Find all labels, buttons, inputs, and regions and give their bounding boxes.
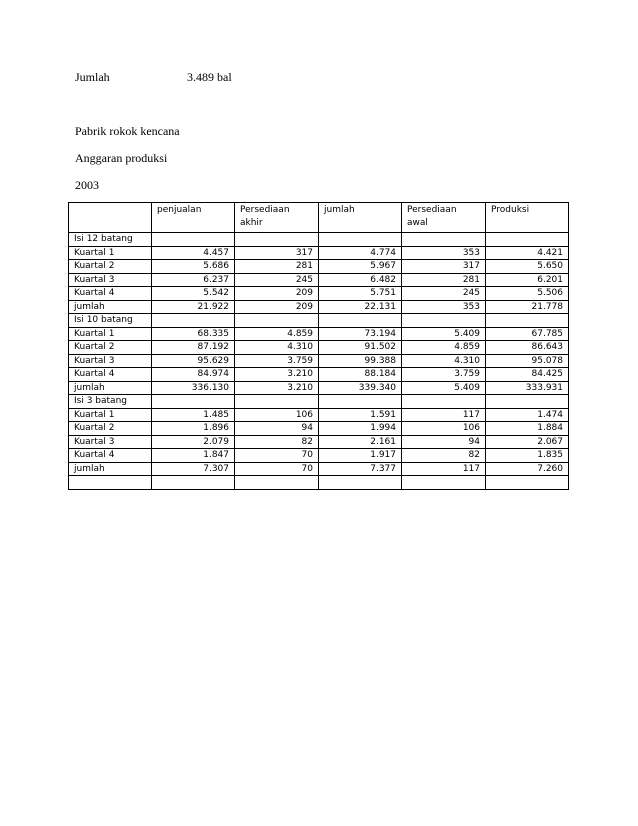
value-cell: 1.847 bbox=[152, 449, 235, 463]
row-label-cell bbox=[69, 476, 152, 490]
value-cell: 87.192 bbox=[152, 341, 235, 355]
table-row bbox=[69, 246, 569, 260]
row-label-cell: Kuartal 1 bbox=[69, 408, 152, 422]
value-cell bbox=[235, 476, 319, 490]
value-cell: 2.161 bbox=[319, 435, 402, 449]
value-cell: 5.542 bbox=[152, 287, 235, 301]
value-cell: 6.201 bbox=[486, 273, 569, 287]
table-row bbox=[69, 408, 569, 422]
value-cell: 353 bbox=[402, 300, 486, 314]
value-cell: 333.931 bbox=[486, 381, 569, 395]
value-cell: 86.643 bbox=[486, 341, 569, 355]
table-row bbox=[69, 314, 569, 328]
table-row bbox=[69, 287, 569, 301]
row-label-cell: Kuartal 1 bbox=[69, 246, 152, 260]
value-cell: 88.184 bbox=[319, 368, 402, 382]
table-row bbox=[69, 462, 569, 476]
table-row bbox=[69, 395, 569, 409]
row-label-cell: Kuartal 4 bbox=[69, 368, 152, 382]
value-cell: 5.409 bbox=[402, 381, 486, 395]
table-row bbox=[69, 300, 569, 314]
value-cell: 5.409 bbox=[402, 327, 486, 341]
value-cell bbox=[486, 314, 569, 328]
value-cell: 245 bbox=[402, 287, 486, 301]
value-cell: 4.774 bbox=[319, 246, 402, 260]
table-row bbox=[69, 327, 569, 341]
value-cell: 353 bbox=[402, 246, 486, 260]
value-cell: 2.067 bbox=[486, 435, 569, 449]
value-cell: 7.307 bbox=[152, 462, 235, 476]
table-row bbox=[69, 341, 569, 355]
value-cell: 4.310 bbox=[235, 341, 319, 355]
value-cell bbox=[402, 476, 486, 490]
row-label-cell: Kuartal 2 bbox=[69, 422, 152, 436]
value-cell: 5.650 bbox=[486, 260, 569, 274]
value-cell bbox=[235, 233, 319, 247]
value-cell: 73.194 bbox=[319, 327, 402, 341]
value-cell: 3.210 bbox=[235, 381, 319, 395]
value-cell: 106 bbox=[235, 408, 319, 422]
value-cell: 1.994 bbox=[319, 422, 402, 436]
value-cell: 209 bbox=[235, 300, 319, 314]
value-cell: 5.967 bbox=[319, 260, 402, 274]
table-row bbox=[69, 435, 569, 449]
value-cell bbox=[235, 395, 319, 409]
document-year: 2003 bbox=[75, 178, 99, 192]
value-cell bbox=[402, 233, 486, 247]
value-cell: 245 bbox=[235, 273, 319, 287]
row-label-cell: Isi 3 batang bbox=[69, 395, 152, 409]
table-row bbox=[69, 354, 569, 368]
row-label-cell: jumlah bbox=[69, 462, 152, 476]
table-header-row bbox=[69, 203, 569, 233]
row-label-cell: jumlah bbox=[69, 300, 152, 314]
value-cell: 21.778 bbox=[486, 300, 569, 314]
value-cell: 70 bbox=[235, 449, 319, 463]
value-cell: 209 bbox=[235, 287, 319, 301]
value-cell bbox=[152, 233, 235, 247]
row-label-cell: Kuartal 4 bbox=[69, 449, 152, 463]
value-cell: 281 bbox=[235, 260, 319, 274]
value-cell: 7.377 bbox=[319, 462, 402, 476]
value-cell: 1.474 bbox=[486, 408, 569, 422]
value-cell: 94 bbox=[402, 435, 486, 449]
value-cell: 1.896 bbox=[152, 422, 235, 436]
value-cell: 1.485 bbox=[152, 408, 235, 422]
value-cell: 6.482 bbox=[319, 273, 402, 287]
value-cell: 281 bbox=[402, 273, 486, 287]
value-cell bbox=[319, 233, 402, 247]
value-cell: 6.237 bbox=[152, 273, 235, 287]
value-cell: 70 bbox=[235, 462, 319, 476]
row-label-cell: Kuartal 2 bbox=[69, 260, 152, 274]
value-cell: 339.340 bbox=[319, 381, 402, 395]
value-cell: 3.759 bbox=[402, 368, 486, 382]
value-cell: 3.759 bbox=[235, 354, 319, 368]
value-cell: 317 bbox=[235, 246, 319, 260]
value-cell: 336.130 bbox=[152, 381, 235, 395]
table-row bbox=[69, 260, 569, 274]
row-label-cell: Isi 12 batang bbox=[69, 233, 152, 247]
value-cell: 22.131 bbox=[319, 300, 402, 314]
column-header: Persediaan akhir bbox=[235, 203, 319, 233]
value-cell: 5.751 bbox=[319, 287, 402, 301]
value-cell bbox=[152, 476, 235, 490]
value-cell: 94 bbox=[235, 422, 319, 436]
value-cell: 117 bbox=[402, 408, 486, 422]
value-cell bbox=[486, 395, 569, 409]
value-cell bbox=[152, 314, 235, 328]
row-label-cell: Kuartal 1 bbox=[69, 327, 152, 341]
value-cell: 21.922 bbox=[152, 300, 235, 314]
row-label-cell: Kuartal 2 bbox=[69, 341, 152, 355]
column-header: Produksi bbox=[486, 203, 569, 233]
value-cell: 5.686 bbox=[152, 260, 235, 274]
table-row bbox=[69, 422, 569, 436]
value-cell: 84.974 bbox=[152, 368, 235, 382]
value-cell: 95.078 bbox=[486, 354, 569, 368]
value-cell bbox=[486, 233, 569, 247]
row-label-cell: Kuartal 3 bbox=[69, 435, 152, 449]
value-cell: 7.260 bbox=[486, 462, 569, 476]
value-cell bbox=[402, 395, 486, 409]
value-cell: 3.210 bbox=[235, 368, 319, 382]
table-row bbox=[69, 476, 569, 490]
value-cell: 117 bbox=[402, 462, 486, 476]
value-cell: 4.457 bbox=[152, 246, 235, 260]
value-cell: 1.884 bbox=[486, 422, 569, 436]
value-cell bbox=[235, 314, 319, 328]
table-row bbox=[69, 273, 569, 287]
row-label-cell: Isi 10 batang bbox=[69, 314, 152, 328]
row-label-cell: Kuartal 3 bbox=[69, 354, 152, 368]
company-name: Pabrik rokok kencana bbox=[75, 124, 180, 138]
value-cell: 99.388 bbox=[319, 354, 402, 368]
table-row bbox=[69, 381, 569, 395]
value-cell: 4.310 bbox=[402, 354, 486, 368]
row-label-cell: Kuartal 3 bbox=[69, 273, 152, 287]
value-cell: 67.785 bbox=[486, 327, 569, 341]
value-cell bbox=[152, 395, 235, 409]
value-cell: 84.425 bbox=[486, 368, 569, 382]
value-cell bbox=[319, 476, 402, 490]
value-cell bbox=[319, 314, 402, 328]
value-cell: 4.859 bbox=[235, 327, 319, 341]
document-subtitle: Anggaran produksi bbox=[75, 151, 168, 165]
table-row bbox=[69, 233, 569, 247]
value-cell bbox=[319, 395, 402, 409]
column-header: jumlah bbox=[319, 203, 402, 233]
column-header: Persediaan awal bbox=[402, 203, 486, 233]
value-cell: 1.835 bbox=[486, 449, 569, 463]
summary-value: 3.489 bal bbox=[187, 70, 232, 84]
row-label-cell: jumlah bbox=[69, 381, 152, 395]
summary-line bbox=[75, 70, 232, 85]
production-budget-table bbox=[68, 202, 569, 490]
value-cell: 82 bbox=[402, 449, 486, 463]
value-cell: 4.421 bbox=[486, 246, 569, 260]
table-row bbox=[69, 449, 569, 463]
column-header: penjualan bbox=[152, 203, 235, 233]
column-header bbox=[69, 203, 152, 233]
value-cell: 5.506 bbox=[486, 287, 569, 301]
value-cell: 2.079 bbox=[152, 435, 235, 449]
row-label-cell: Kuartal 4 bbox=[69, 287, 152, 301]
value-cell: 68.335 bbox=[152, 327, 235, 341]
value-cell bbox=[486, 476, 569, 490]
value-cell: 95.629 bbox=[152, 354, 235, 368]
table-row bbox=[69, 368, 569, 382]
value-cell: 1.917 bbox=[319, 449, 402, 463]
value-cell: 317 bbox=[402, 260, 486, 274]
value-cell: 82 bbox=[235, 435, 319, 449]
summary-label: Jumlah bbox=[75, 70, 110, 84]
value-cell: 4.859 bbox=[402, 341, 486, 355]
value-cell: 1.591 bbox=[319, 408, 402, 422]
value-cell bbox=[402, 314, 486, 328]
value-cell: 106 bbox=[402, 422, 486, 436]
value-cell: 91.502 bbox=[319, 341, 402, 355]
